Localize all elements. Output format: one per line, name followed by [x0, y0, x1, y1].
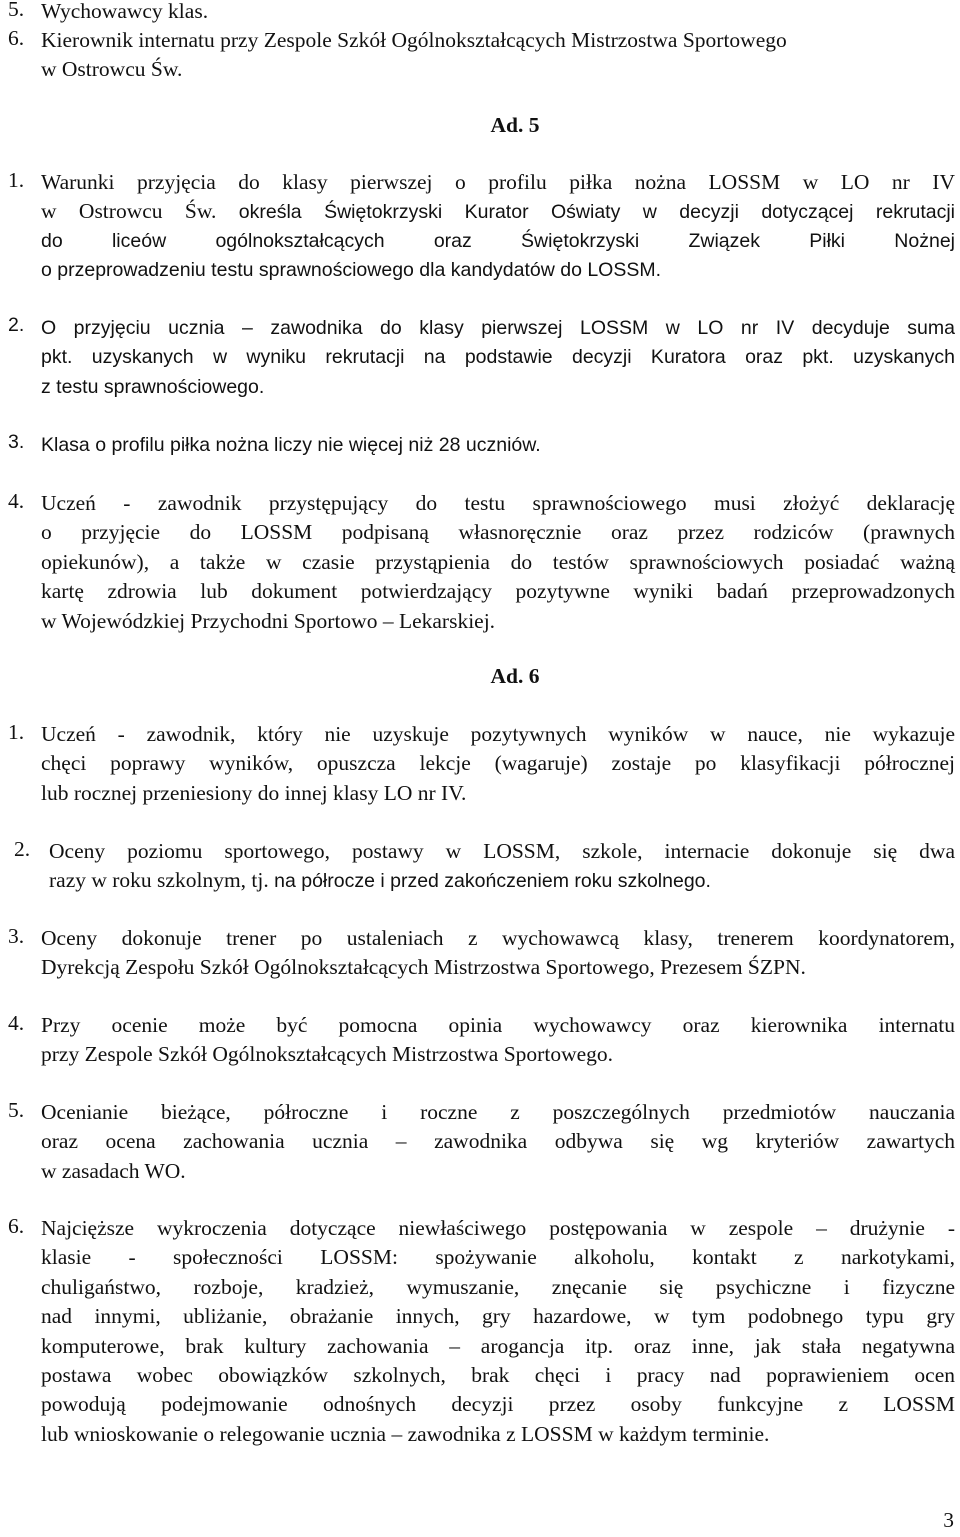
item-number: 4. [8, 1011, 25, 1035]
ad5-item-2 [8, 314, 955, 402]
item-line: Oceny poziomu sportowego, postawy w LOSSM, szkole, internacie dokonuje się dwa [49, 839, 955, 863]
ad6-item-1 [8, 720, 955, 808]
item-line: Oceny dokonuje trener po ustaleniach z wychowawcą klasy, trenerem koordynatorem, [41, 926, 955, 950]
item-line: Najcięższe wykroczenia dotyczące niewłaściwego postępowania w zespole – drużynie - [41, 1216, 955, 1240]
item-line: w Wojewódzkiej Przychodni Sportowo – Lekarskiej. [41, 608, 496, 633]
item-line: z testu sprawnościowego. [41, 375, 265, 398]
section-heading-ad6: Ad. 6 [490, 664, 540, 688]
item-number: 3. [8, 924, 25, 948]
ad5-item-3 [8, 431, 955, 460]
item-line: w Ostrowcu Św. [41, 57, 183, 82]
ad6-item-3 [8, 924, 955, 983]
item-line: przy Zespole Szkół Ogólnokształcących Mistrzostwa Sportowego. [41, 1042, 614, 1067]
item-number: 5. [8, 0, 25, 21]
item-line: chuligaństwo, rozboje, kradzież, wymuszanie, znęcanie się psychiczne i fizyczne [41, 1274, 955, 1299]
item-number: 1. [8, 720, 25, 744]
item-line: lub wnioskowanie o relegowanie ucznia – zawodnika z LOSSM w każdym terminie. [41, 1421, 770, 1446]
item-number: 2. [14, 837, 31, 861]
item-line: Uczeń - zawodnik, który nie uzyskuje pozytywnych wyników w nauce, nie wykazuje [41, 722, 955, 746]
item-line: Wychowawcy klas. [41, 0, 209, 23]
item-line: razy w roku szkolnym, tj. na półrocze i przed zakończeniem roku szkolnego. [49, 868, 711, 893]
item-line: O przyjęciu ucznia – zawodnika do klasy pierwszej LOSSM w LO nr IV decyduje suma [41, 317, 955, 339]
item-line: Uczeń - zawodnik przystępujący do testu sprawnościowego musi złożyć deklarację [41, 491, 955, 515]
section-heading-ad5: Ad. 5 [490, 113, 540, 137]
item-line: pkt. uzyskanych w wyniku rekrutacji na podstawie decyzji Kuratora oraz pkt. uzyskanych [41, 346, 955, 369]
item-line: w Ostrowcu Św. określa Świętokrzyski Kurator Oświaty w decyzji dotyczącej rekrutacji [41, 199, 956, 224]
item-number: 2. [8, 314, 25, 336]
item-line: nad innymi, ubliżanie, obrażanie innych, gry hazardowe, w tym podobnego typu gry [41, 1304, 955, 1329]
ad6-item-4 [8, 1011, 955, 1070]
ad5-item-1 [8, 168, 955, 286]
item-line: postawa wobec obowiązków szkolnych, brak chęci i pracy nad poprawieniem ocen [41, 1362, 955, 1387]
item-line: o przyjęcie do LOSSM podpisaną własnoręcznie oraz przez rodziców (prawnych [41, 520, 955, 545]
item-number: 1. [8, 168, 25, 192]
item-line: opiekunów), a także w czasie przystąpienia do testów sprawnościowych posiadać ważną [41, 549, 955, 574]
item-line: Ocenianie bieżące, półroczne i roczne z poszczególnych przedmiotów nauczania [41, 1100, 955, 1124]
item-number: 5. [8, 1098, 25, 1122]
item-line: lub rocznej przeniesiony do innej klasy LO nr IV. [41, 780, 467, 805]
item-line: Kierownik internatu przy Zespole Szkół Ogólnokształcących Mistrzostwa Sportowego [41, 28, 787, 52]
item-line: Klasa o profilu piłka nożna liczy nie więcej niż 28 uczniów. [41, 434, 541, 456]
item-line: Warunki przyjęcia do klasy pierwszej o profilu piłka nożna LOSSM w LO nr IV [41, 170, 955, 194]
item-line: Przy ocenie może być pomocna opinia wychowawcy oraz kierownika internatu [41, 1013, 955, 1037]
item-line: klasie - społeczności LOSSM: spożywanie alkoholu, kontakt z narkotykami, [41, 1245, 955, 1270]
item-number: 6. [8, 26, 25, 50]
ad6-item-5 [8, 1098, 955, 1186]
item-number: 3. [8, 431, 25, 453]
list-item-6 [8, 26, 955, 85]
item-number: 6. [8, 1214, 25, 1238]
item-line: w zasadach WO. [41, 1158, 186, 1183]
item-line: kartę zdrowia lub dokument potwierdzający pozytywne wyniki badań przeprowadzonych [41, 579, 955, 604]
item-number: 4. [8, 489, 25, 513]
item-line: Dyrekcją Zespołu Szkół Ogólnokształcących Mistrzostwa Sportowego, Prezesem ŚZPN. [41, 955, 806, 980]
item-line: powodują podejmowanie odnośnych decyzji przez osoby funkcyjne z LOSSM [41, 1392, 955, 1417]
item-line: oraz ocena zachowania ucznia – zawodnika odbywa się wg kryteriów zawartych [41, 1129, 955, 1154]
item-line: do liceów ogólnokształcących oraz Świętokrzyski Związek Piłki Nożnej [41, 229, 955, 252]
page-number: 3 [943, 1508, 954, 1532]
list-item-5 [8, 0, 955, 26]
ad6-item-2 [14, 837, 955, 896]
item-line: chęci poprawy wyników, opuszcza lekcje (wagaruje) zostaje po klasyfikacji półrocznej [41, 751, 955, 776]
ad5-item-4 [8, 489, 955, 636]
item-line: o przeprowadzeniu testu sprawnościowego dla kandydatów do LOSSM. [41, 259, 662, 282]
ad6-item-6 [8, 1214, 955, 1449]
item-line: komputerowe, brak kultury zachowania – arogancja itp. oraz inne, jak stała negatywna [41, 1333, 955, 1358]
